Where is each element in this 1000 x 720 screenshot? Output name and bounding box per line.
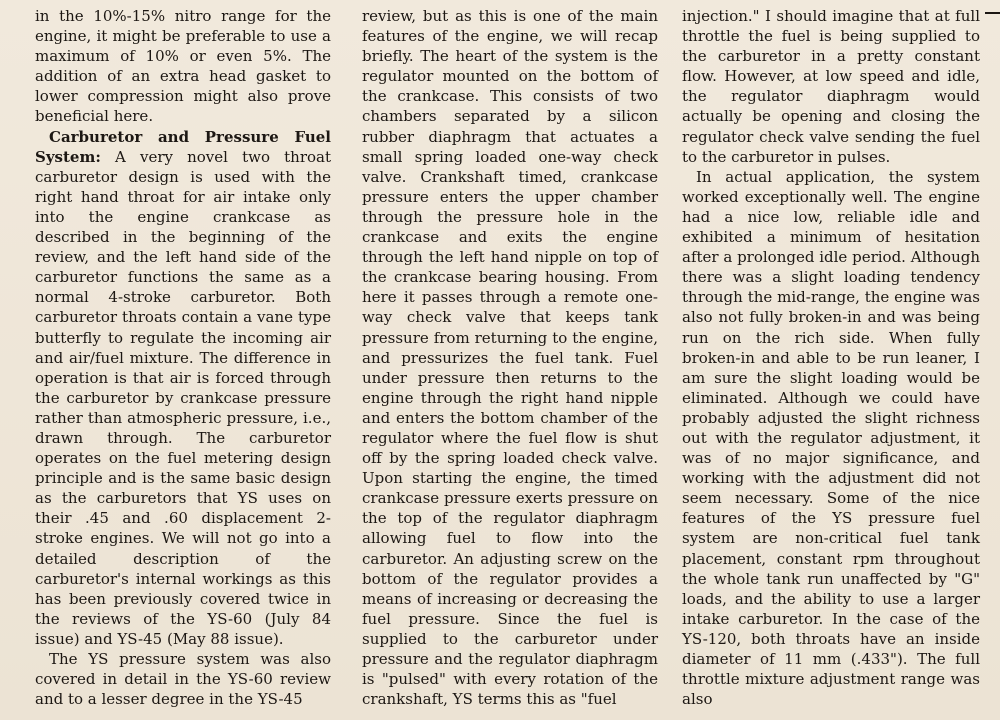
paragraph: injection." I should imagine that at full throttle the fuel is being supplied to the carburetor in a pretty constant flow. However, at low speed and idle, the regulator diaphragm would actually be opening and closing the regulator check valve sending the fuel to the carburetor in pulses. (682, 7, 980, 166)
paragraph: in the 10%-15% nitro range for the engine, it might be preferable to use a maximum of 10% or even 5%. The addition of an extra head gasket to lower compression might also prove beneficial here. (35, 7, 331, 126)
paragraph: review, but as this is one of the main features of the engine, we will recap briefly. The heart of the system is the regulator mounted on the bottom of the crankcase. This consists of two chambers separated by a silicon rubber diaphragm that actuates a small spring loaded one-way check valve. Crankshaft timed, crankcase pressure enters the upper chamber through the pressure hole in the crankcase and exits the engine through the left hand nipple on top of the crankcase bearing housing. From here it passes through a remote one-way check valve that keeps tank pressure from returning to the engine, and pressurizes the fuel tank. Fuel under pressure then returns to the engine through the right hand nipple and enters the bottom chamber of the regulator where the fuel flow is shut off by the spring loaded check valve. Upon starting the engine, the timed crankcase pressure exerts pressure on the top of the regulator diaphragm allowing fuel to flow into the carburetor. An adjusting screw on the bottom of the regulator provides a means of increasing or decreasing the fuel pressure. Since the fuel is supplied to the carburetor under pressure and the regulator diaphragm is "pulsed" with every rotation of the crankshaft, YS terms this as "fuel (362, 7, 658, 709)
paragraph: The YS pressure system was also covered in detail in the YS-60 review and to a lesser degree in the YS-45 (35, 650, 331, 709)
text-column-2 (362, 6, 658, 709)
paragraph-body: A very novel two throat carburetor design is used with the right hand throat for air intake only into the engine crankcase as described in the beginning of the review, and the left hand side of the carburetor functions the same as a normal 4-stroke carburetor. Both carburetor throats contain a vane type butterfly to regulate the incoming air and air/fuel mixture. The difference in operation is that air is forced through the carburetor by crankcase pressure rather than atmospheric pressure, i.e., drawn through. The carburetor operates on the fuel metering design principle and is the same basic design as the carburetors that YS uses on their .45 and .60 displacement 2-stroke engines. We will not go into a detailed description of the carburetor's internal workings as this has been previously covered twice in the reviews of the YS-60 (July 84 issue) and YS-45 (May 88 issue). (35, 147, 331, 648)
paragraph: In actual application, the system worked exceptionally well. The engine had a nice low, reliable idle and exhibited a minimum of hesitation after a prolonged idle period. Although there was a slight loading tendency through the mid-range, the engine was also not fully broken-in and was being run on the rich side. When fully broken-in and able to be run leaner, I am sure the slight loading would be eliminated. Although we could have probably adjusted the slight richness out with the regulator adjustment, it was of no major significance, and working with the adjustment did not seem necessary. Some of the nice features of the YS pressure fuel system are non-critical fuel tank placement, constant rpm throughout the whole tank run unaffected by "G" loads, and the ability to use a larger intake carburetor. In the case of the YS-120, both throats have an inside diameter of 11 mm (.433"). The full throttle mixture adjustment range was also (682, 167, 980, 709)
paragraph-carburetor (35, 127, 331, 649)
top-rule (985, 0, 1000, 14)
text-column-3 (682, 6, 980, 709)
text-column-1 (35, 6, 331, 709)
section-heading: Carburetor and Pressure Fuel System: (35, 127, 331, 166)
